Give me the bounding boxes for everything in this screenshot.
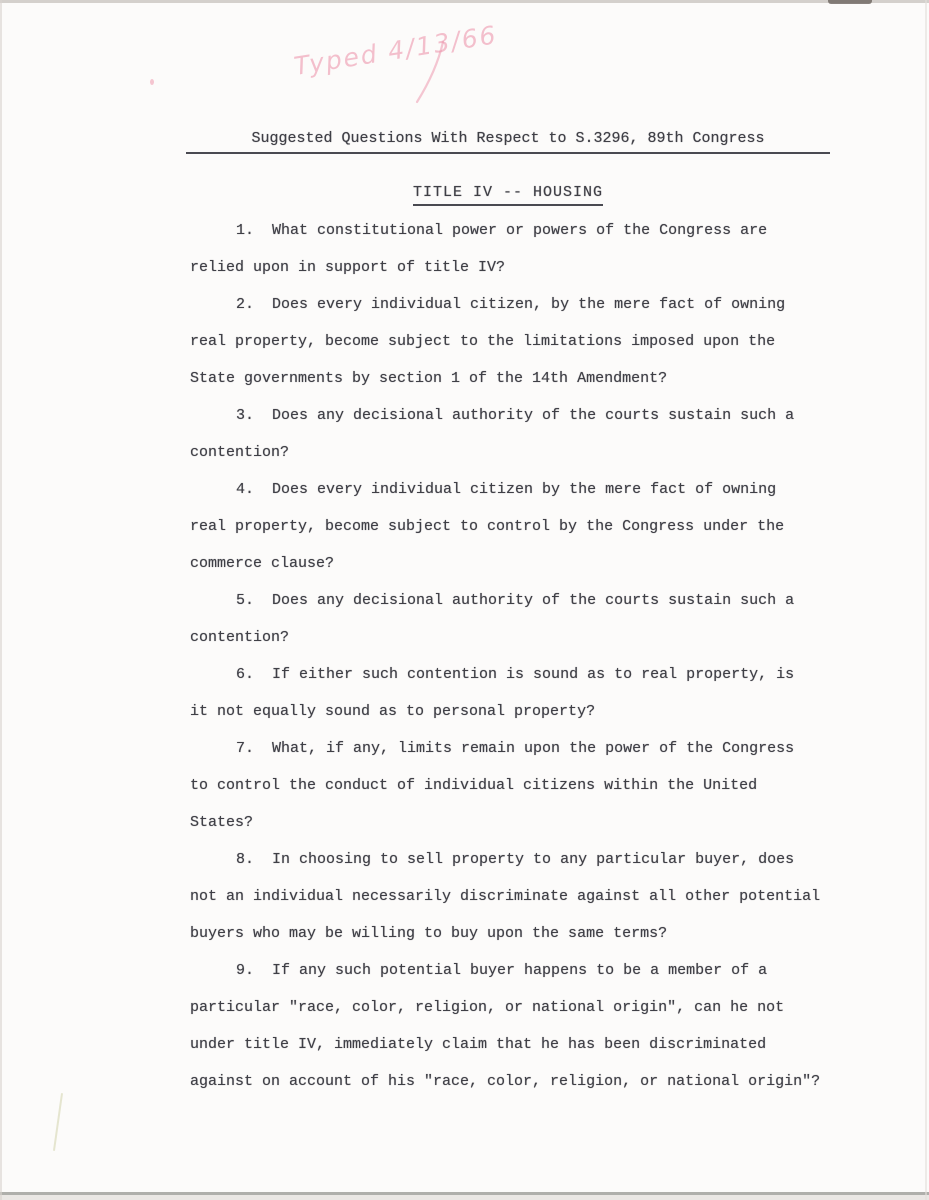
question-line: real property, become subject to control by the Congress under the (190, 518, 785, 535)
question-item (190, 471, 850, 582)
question-first-line: 3. Does any decisional authority of the courts sustain such a (236, 407, 795, 424)
document-title: Suggested Questions With Respect to S.3296, 89th Congress (186, 130, 830, 154)
question-line: buyers who may be willing to buy upon the same terms? (190, 925, 668, 942)
question-number: 7. (236, 740, 273, 757)
question-first-line: 4. Does every individual citizen by the mere fact of owning (236, 481, 777, 498)
question-number: 2. (236, 296, 273, 313)
question-line: contention? (190, 444, 290, 461)
question-number: 1. (236, 222, 273, 239)
question-line: to control the conduct of individual citizens within the United (190, 777, 758, 794)
question-number: 5. (236, 592, 273, 609)
question-line: not an individual necessarily discriminate against all other potential (190, 888, 821, 905)
question-line: States? (190, 814, 254, 831)
question-line: commerce clause? (190, 555, 335, 572)
question-line: State governments by section 1 of the 14th Amendment? (190, 370, 668, 387)
question-item (190, 952, 850, 1100)
question-item (190, 730, 850, 841)
section-heading-row (186, 183, 830, 206)
question-item (190, 656, 850, 730)
question-first-line: 9. If any such potential buyer happens to be a member of a (236, 962, 768, 979)
scan-edge-left (0, 0, 2, 1200)
question-first-line: 2. Does every individual citizen, by the mere fact of owning (236, 296, 786, 313)
question-number: 9. (236, 962, 273, 979)
question-item (190, 397, 850, 471)
question-number: 6. (236, 666, 273, 683)
question-line: particular "race, color, religion, or national origin", can he not (190, 999, 785, 1016)
question-first-line: 6. If either such contention is sound as to real property, is (236, 666, 795, 683)
question-line: against on account of his "race, color, religion, or national origin"? (190, 1073, 821, 1090)
question-first-line: 7. What, if any, limits remain upon the power of the Congress (236, 740, 795, 757)
question-item (190, 582, 850, 656)
question-line: under title IV, immediately claim that he has been discriminated (190, 1036, 767, 1053)
question-item (190, 212, 850, 286)
scan-smudge-top-right (828, 0, 872, 4)
question-number: 8. (236, 851, 273, 868)
handwritten-note-text: Typed 4/13/66 (292, 20, 500, 81)
question-line: contention? (190, 629, 290, 646)
question-item (190, 286, 850, 397)
question-first-line: 5. Does any decisional authority of the courts sustain such a (236, 592, 795, 609)
question-number: 3. (236, 407, 273, 424)
question-number: 4. (236, 481, 273, 498)
question-item (190, 841, 850, 952)
question-first-line: 8. In choosing to sell property to any particular buyer, does (236, 851, 795, 868)
question-line: real property, become subject to the limitations imposed upon the (190, 333, 776, 350)
section-heading: TITLE IV -- HOUSING (413, 184, 603, 206)
paper-crease (53, 1093, 63, 1151)
ink-speck (150, 79, 154, 85)
handwritten-annotation (280, 2, 500, 117)
question-line: it not equally sound as to personal property? (190, 703, 596, 720)
scan-edge-right (925, 0, 927, 1200)
questions-list (190, 212, 850, 1100)
question-line: relied upon in support of title IV? (190, 259, 506, 276)
question-first-line: 1. What constitutional power or powers of the Congress are (236, 222, 768, 239)
scan-edge-bottom-fade (0, 1195, 929, 1200)
